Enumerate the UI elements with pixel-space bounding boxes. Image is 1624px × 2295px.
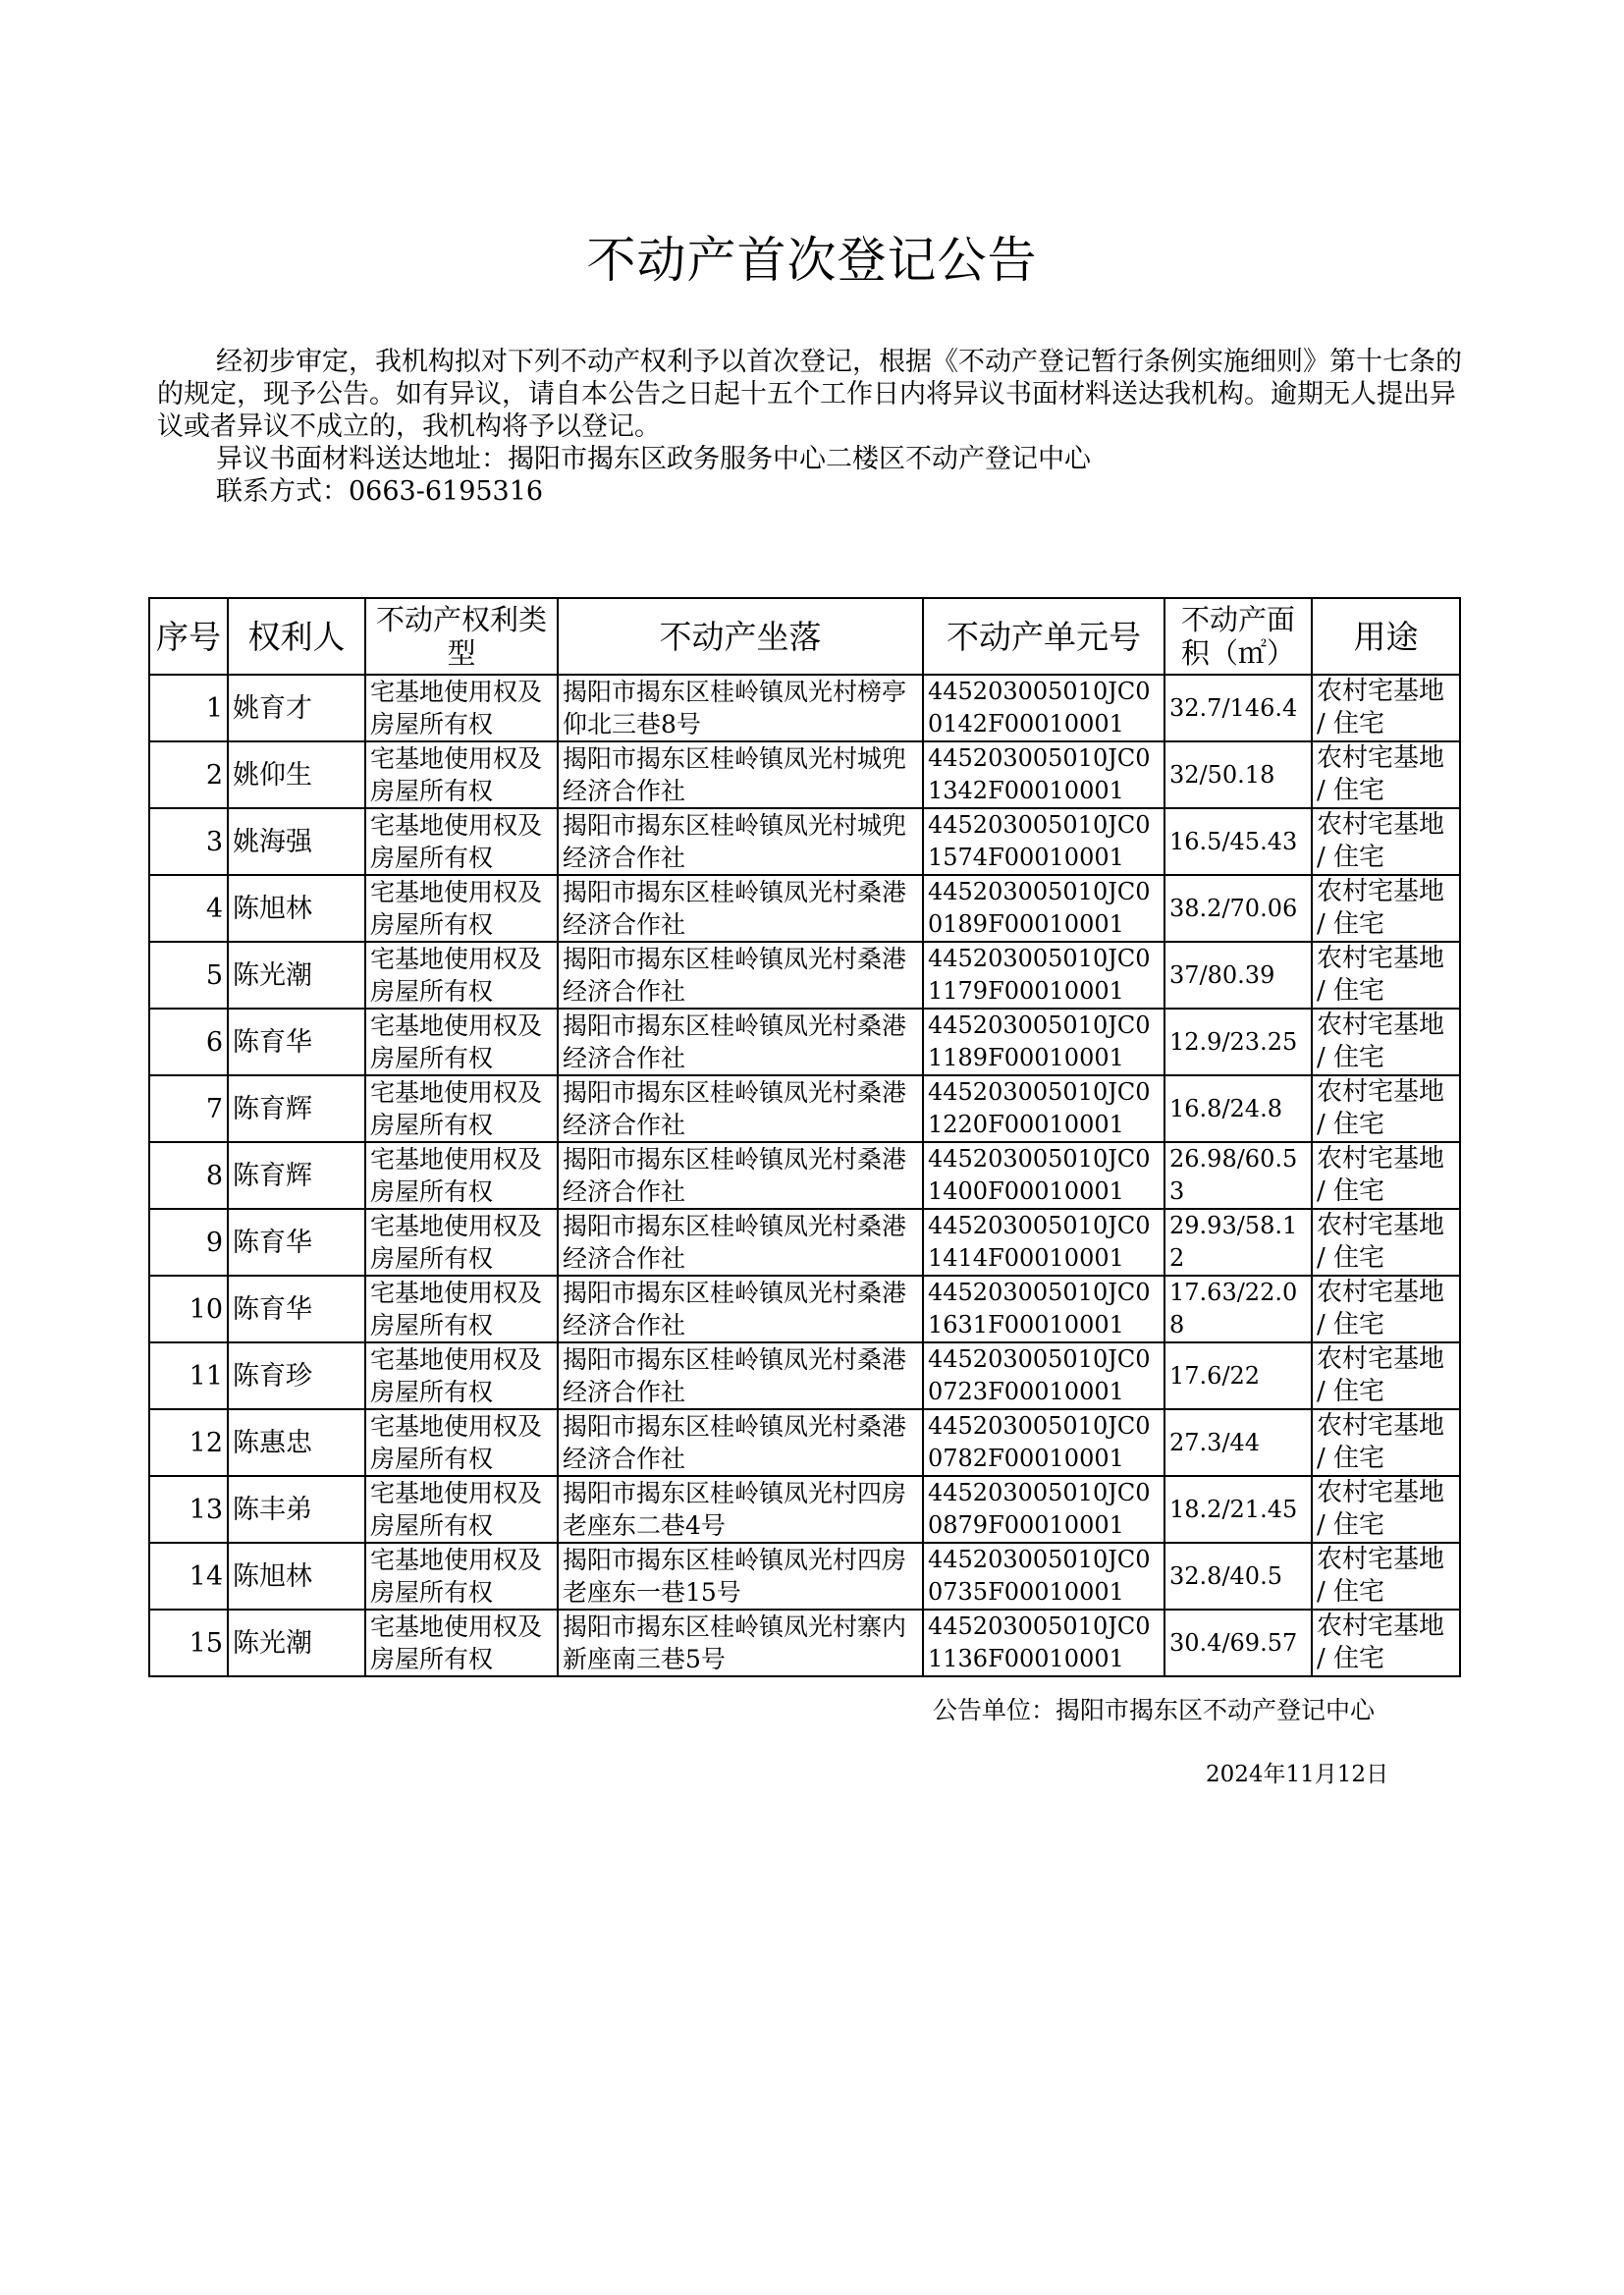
table-row — [149, 1009, 1460, 1075]
table-row — [149, 1342, 1460, 1409]
cell-right-type: 宅基地使用权及房屋所有权 — [365, 875, 558, 942]
cell-unit-no: 445203005010JC01189F00010001 — [923, 1009, 1164, 1075]
cell-owner: 姚育才 — [228, 675, 365, 741]
cell-location: 揭阳市揭东区桂岭镇凤光村桑港经济合作社 — [558, 1142, 923, 1209]
cell-unit-no: 445203005010JC01220F00010001 — [923, 1075, 1164, 1142]
header-owner: 权利人 — [228, 598, 365, 675]
cell-usage: 农村宅基地 / 住宅 — [1312, 741, 1460, 808]
cell-area: 17.6/22 — [1164, 1342, 1312, 1409]
table-header-row — [149, 598, 1460, 675]
cell-unit-no: 445203005010JC00735F00010001 — [923, 1543, 1164, 1610]
page-title: 不动产首次登记公告 — [586, 232, 1038, 289]
cell-owner: 陈旭林 — [228, 875, 365, 942]
cell-usage: 农村宅基地 / 住宅 — [1312, 1009, 1460, 1075]
table-row — [149, 808, 1460, 875]
table-row — [149, 1142, 1460, 1209]
cell-location: 揭阳市揭东区桂岭镇凤光村桑港经济合作社 — [558, 1342, 923, 1409]
cell-usage: 农村宅基地 / 住宅 — [1312, 875, 1460, 942]
cell-location: 揭阳市揭东区桂岭镇凤光村桑港经济合作社 — [558, 1075, 923, 1142]
cell-seq: 9 — [149, 1209, 228, 1276]
cell-unit-no: 445203005010JC01414F00010001 — [923, 1209, 1164, 1276]
cell-owner: 陈惠忠 — [228, 1409, 365, 1476]
cell-unit-no: 445203005010JC00879F00010001 — [923, 1476, 1164, 1543]
cell-owner: 姚海强 — [228, 808, 365, 875]
cell-seq: 7 — [149, 1075, 228, 1142]
cell-right-type: 宅基地使用权及房屋所有权 — [365, 675, 558, 741]
cell-owner: 陈育华 — [228, 1276, 365, 1342]
cell-area: 37/80.39 — [1164, 942, 1312, 1009]
cell-area: 16.8/24.8 — [1164, 1075, 1312, 1142]
cell-right-type: 宅基地使用权及房屋所有权 — [365, 1142, 558, 1209]
table-row — [149, 1409, 1460, 1476]
cell-area: 18.2/21.45 — [1164, 1476, 1312, 1543]
cell-location: 揭阳市揭东区桂岭镇凤光村榜亭仰北三巷8号 — [558, 675, 923, 741]
cell-owner: 陈丰弟 — [228, 1476, 365, 1543]
cell-seq: 13 — [149, 1476, 228, 1543]
cell-unit-no: 445203005010JC00723F00010001 — [923, 1342, 1164, 1409]
cell-usage: 农村宅基地 / 住宅 — [1312, 1342, 1460, 1409]
cell-unit-no: 445203005010JC01631F00010001 — [923, 1276, 1164, 1342]
cell-usage: 农村宅基地 / 住宅 — [1312, 1543, 1460, 1610]
header-area: 不动产面积（㎡） — [1164, 598, 1312, 675]
cell-location: 揭阳市揭东区桂岭镇凤光村四房老座东一巷15号 — [558, 1543, 923, 1610]
cell-right-type: 宅基地使用权及房屋所有权 — [365, 1342, 558, 1409]
cell-seq: 14 — [149, 1543, 228, 1610]
cell-seq: 1 — [149, 675, 228, 741]
cell-area: 32/50.18 — [1164, 741, 1312, 808]
cell-area: 29.93/58.12 — [1164, 1209, 1312, 1276]
cell-seq: 10 — [149, 1276, 228, 1342]
cell-right-type: 宅基地使用权及房屋所有权 — [365, 1009, 558, 1075]
cell-location: 揭阳市揭东区桂岭镇凤光村桑港经济合作社 — [558, 875, 923, 942]
cell-location: 揭阳市揭东区桂岭镇凤光村桑港经济合作社 — [558, 1209, 923, 1276]
notice-intro — [157, 346, 1463, 508]
cell-owner: 陈育华 — [228, 1009, 365, 1075]
cell-location: 揭阳市揭东区桂岭镇凤光村城兜经济合作社 — [558, 741, 923, 808]
table-row — [149, 1610, 1460, 1676]
cell-area: 12.9/23.25 — [1164, 1009, 1312, 1075]
cell-usage: 农村宅基地 / 住宅 — [1312, 1610, 1460, 1676]
table-row — [149, 942, 1460, 1009]
cell-right-type: 宅基地使用权及房屋所有权 — [365, 1209, 558, 1276]
header-location: 不动产坐落 — [558, 598, 923, 675]
objection-address: 异议书面材料送达地址：揭阳市揭东区政务服务中心二楼区不动产登记中心 — [216, 444, 1091, 474]
cell-area: 26.98/60.53 — [1164, 1142, 1312, 1209]
cell-location: 揭阳市揭东区桂岭镇凤光村桑港经济合作社 — [558, 1009, 923, 1075]
table-row — [149, 875, 1460, 942]
cell-owner: 陈育华 — [228, 1209, 365, 1276]
cell-usage: 农村宅基地 / 住宅 — [1312, 808, 1460, 875]
cell-owner: 陈光潮 — [228, 942, 365, 1009]
announcing-unit: 公告单位：揭阳市揭东区不动产登记中心 — [933, 1696, 1376, 1724]
cell-seq: 3 — [149, 808, 228, 875]
cell-unit-no: 445203005010JC01574F00010001 — [923, 808, 1164, 875]
cell-area: 38.2/70.06 — [1164, 875, 1312, 942]
cell-location: 揭阳市揭东区桂岭镇凤光村桑港经济合作社 — [558, 1409, 923, 1476]
cell-right-type: 宅基地使用权及房屋所有权 — [365, 1075, 558, 1142]
cell-owner: 陈育珍 — [228, 1342, 365, 1409]
cell-right-type: 宅基地使用权及房屋所有权 — [365, 1610, 558, 1676]
cell-owner: 陈旭林 — [228, 1543, 365, 1610]
cell-usage: 农村宅基地 / 住宅 — [1312, 1142, 1460, 1209]
cell-seq: 12 — [149, 1409, 228, 1476]
cell-seq: 5 — [149, 942, 228, 1009]
cell-location: 揭阳市揭东区桂岭镇凤光村寨内新座南三巷5号 — [558, 1610, 923, 1676]
cell-location: 揭阳市揭东区桂岭镇凤光村桑港经济合作社 — [558, 1276, 923, 1342]
cell-seq: 8 — [149, 1142, 228, 1209]
table-row — [149, 675, 1460, 741]
cell-right-type: 宅基地使用权及房屋所有权 — [365, 808, 558, 875]
table-row — [149, 1075, 1460, 1142]
announcement-date: 2024年11月12日 — [1206, 1762, 1389, 1787]
cell-unit-no: 445203005010JC00142F00010001 — [923, 675, 1164, 741]
cell-usage: 农村宅基地 / 住宅 — [1312, 1409, 1460, 1476]
cell-seq: 4 — [149, 875, 228, 942]
cell-usage: 农村宅基地 / 住宅 — [1312, 1075, 1460, 1142]
cell-right-type: 宅基地使用权及房屋所有权 — [365, 1543, 558, 1610]
cell-right-type: 宅基地使用权及房屋所有权 — [365, 942, 558, 1009]
table-row — [149, 1209, 1460, 1276]
cell-usage: 农村宅基地 / 住宅 — [1312, 675, 1460, 741]
cell-location: 揭阳市揭东区桂岭镇凤光村四房老座东二巷4号 — [558, 1476, 923, 1543]
cell-seq: 2 — [149, 741, 228, 808]
header-seq: 序号 — [149, 598, 228, 675]
cell-owner: 陈育辉 — [228, 1075, 365, 1142]
table-body — [149, 675, 1460, 1676]
cell-area: 32.8/40.5 — [1164, 1543, 1312, 1610]
cell-unit-no: 445203005010JC01136F00010001 — [923, 1610, 1164, 1676]
cell-usage: 农村宅基地 / 住宅 — [1312, 1476, 1460, 1543]
cell-unit-no: 445203005010JC00782F00010001 — [923, 1409, 1164, 1476]
cell-area: 27.3/44 — [1164, 1409, 1312, 1476]
header-usage: 用途 — [1312, 598, 1460, 675]
cell-owner: 陈育辉 — [228, 1142, 365, 1209]
cell-area: 16.5/45.43 — [1164, 808, 1312, 875]
cell-area: 30.4/69.57 — [1164, 1610, 1312, 1676]
cell-unit-no: 445203005010JC01400F00010001 — [923, 1142, 1164, 1209]
cell-right-type: 宅基地使用权及房屋所有权 — [365, 1476, 558, 1543]
cell-seq: 11 — [149, 1342, 228, 1409]
cell-right-type: 宅基地使用权及房屋所有权 — [365, 1409, 558, 1476]
cell-area: 32.7/146.4 — [1164, 675, 1312, 741]
notice-paragraph: 经初步审定，我机构拟对下列不动产权利予以首次登记，根据《不动产登记暂行条例实施细则》第十七条的的规定，现予公告。如有异议，请自本公告之日起十五个工作日内将异议书面材料送达我机构。逾期无人提出异议或者异议不成立的，我机构将予以登记。 — [157, 347, 1462, 442]
table-row — [149, 741, 1460, 808]
header-unit-no: 不动产单元号 — [923, 598, 1164, 675]
cell-unit-no: 445203005010JC01179F00010001 — [923, 942, 1164, 1009]
header-right-type: 不动产权利类型 — [365, 598, 558, 675]
contact-info: 联系方式：0663-6195316 — [216, 476, 544, 507]
table-row — [149, 1543, 1460, 1610]
registration-table — [148, 597, 1461, 1677]
table-row — [149, 1276, 1460, 1342]
cell-owner: 姚仰生 — [228, 741, 365, 808]
cell-usage: 农村宅基地 / 住宅 — [1312, 942, 1460, 1009]
cell-unit-no: 445203005010JC01342F00010001 — [923, 741, 1164, 808]
cell-usage: 农村宅基地 / 住宅 — [1312, 1209, 1460, 1276]
cell-usage: 农村宅基地 / 住宅 — [1312, 1276, 1460, 1342]
cell-area: 17.63/22.08 — [1164, 1276, 1312, 1342]
cell-right-type: 宅基地使用权及房屋所有权 — [365, 1276, 558, 1342]
cell-seq: 15 — [149, 1610, 228, 1676]
cell-seq: 6 — [149, 1009, 228, 1075]
cell-right-type: 宅基地使用权及房屋所有权 — [365, 741, 558, 808]
table-row — [149, 1476, 1460, 1543]
cell-owner: 陈光潮 — [228, 1610, 365, 1676]
cell-unit-no: 445203005010JC00189F00010001 — [923, 875, 1164, 942]
cell-location: 揭阳市揭东区桂岭镇凤光村桑港经济合作社 — [558, 942, 923, 1009]
cell-location: 揭阳市揭东区桂岭镇凤光村城兜经济合作社 — [558, 808, 923, 875]
